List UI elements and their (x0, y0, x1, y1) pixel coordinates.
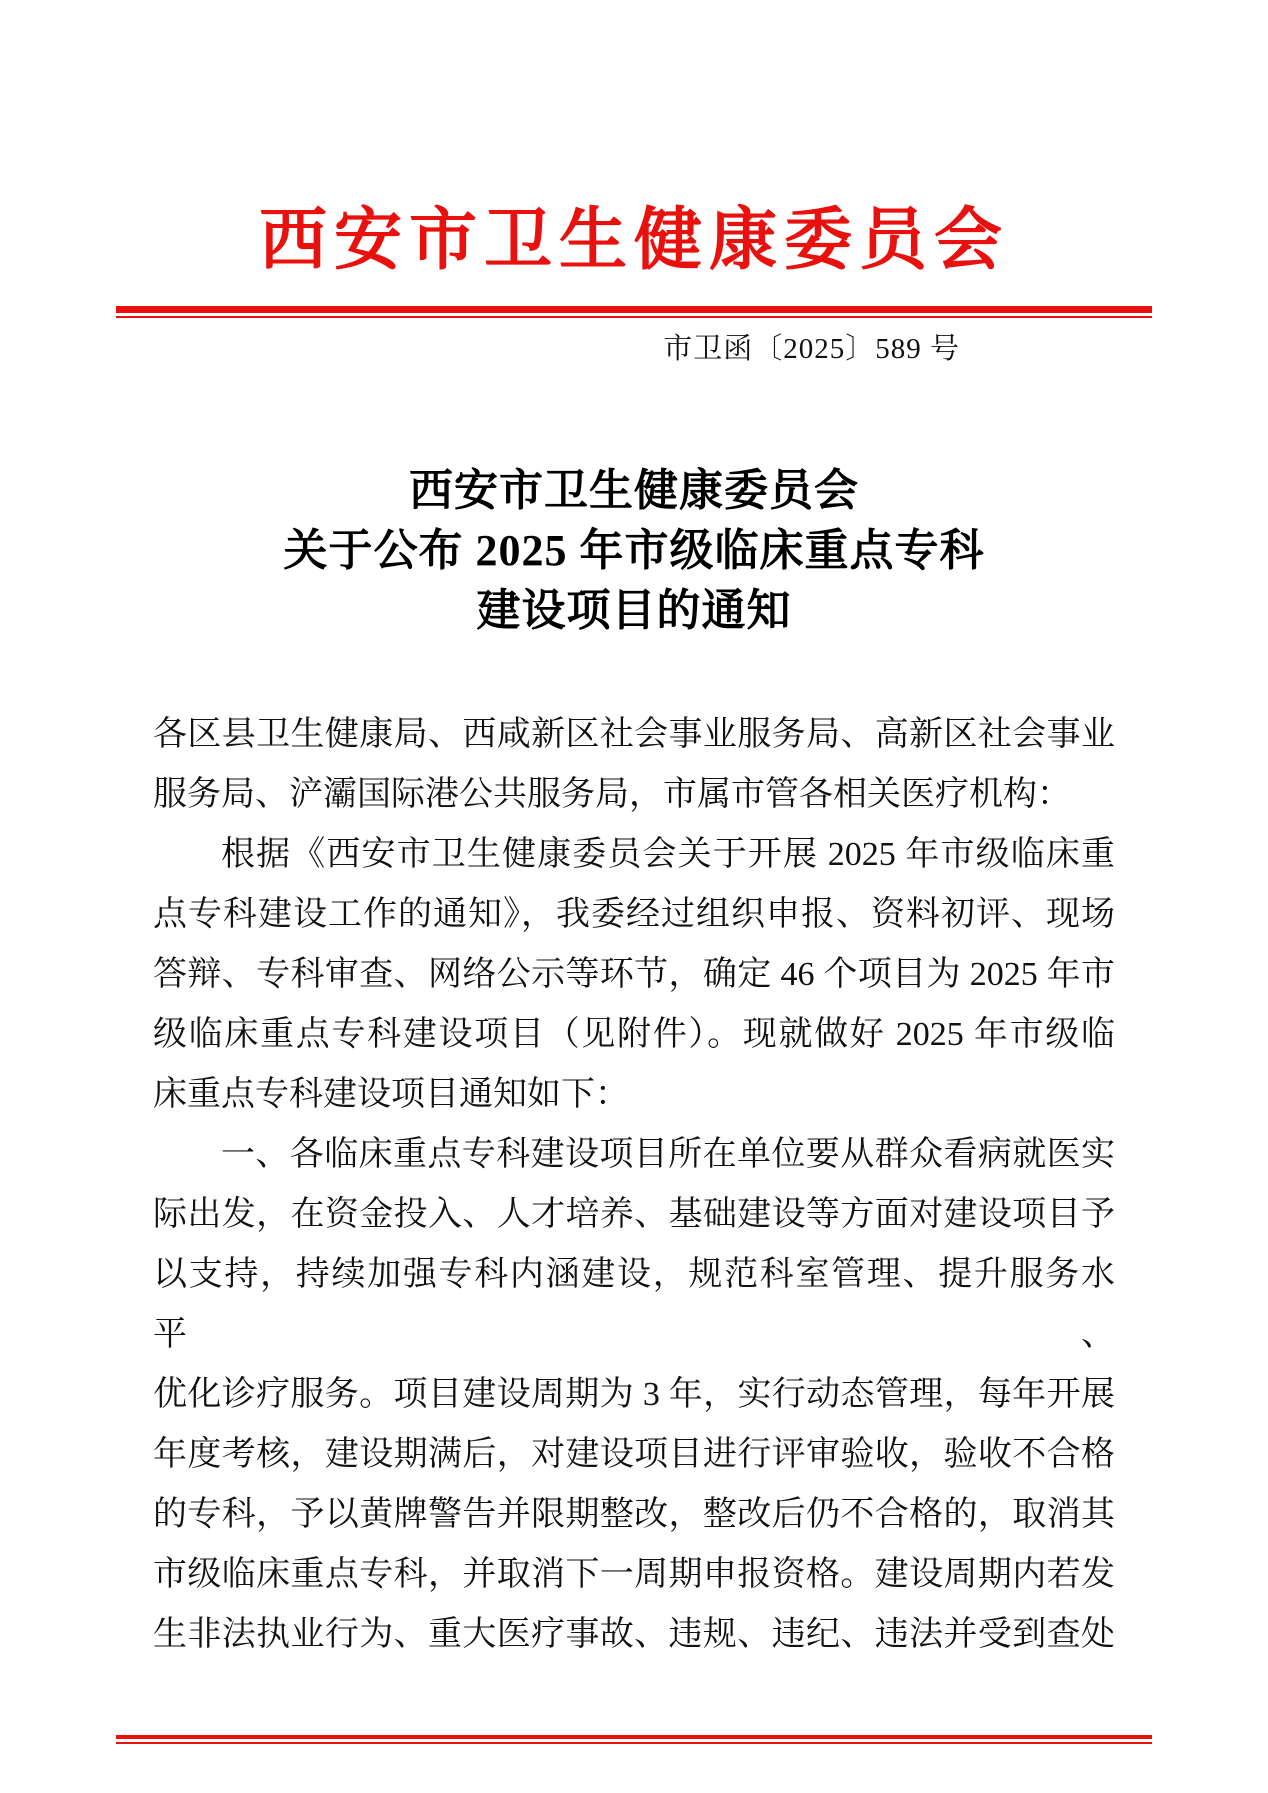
body-line: 点专科建设工作的通知》，我委经过组织申报、资料初评、现场 (153, 895, 1115, 933)
body-line: 级临床重点专科建设项目（见附件）。现就做好 2025 年市级临 (153, 1015, 1115, 1053)
body-line: 际出发，在资金投入、人才培养、基础建设等方面对建设项目予 (153, 1195, 1115, 1233)
body-line: 市级临床重点专科，并取消下一周期申报资格。建设周期内若发 (153, 1555, 1115, 1593)
document-number: 市卫函〔2025〕589 号 (663, 332, 960, 365)
body-line: 根据《西安市卫生健康委员会关于开展 2025 年市级临床重 (221, 835, 1115, 873)
header-divider (116, 306, 1152, 318)
body-line: 以支持，持续加强专科内涵建设，规范科室管理、提升服务水平、 (153, 1255, 1115, 1353)
body-line: 生非法执业行为、重大医疗事故、违规、违纪、违法并受到查处 (153, 1615, 1115, 1653)
header-divider-thin-line (116, 316, 1152, 318)
footer-divider-thin-line (116, 1742, 1152, 1744)
body-line: 服务局、浐灞国际港公共服务局，市属市管各相关医疗机构： (153, 775, 1071, 813)
notice-title-line-1: 西安市卫生健康委员会 (409, 465, 859, 515)
header-divider-thick-line (116, 306, 1152, 313)
body-line: 一、各临床重点专科建设项目所在单位要从群众看病就医实 (221, 1135, 1115, 1173)
body-line: 床重点专科建设项目通知如下： (153, 1075, 629, 1113)
body-line: 优化诊疗服务。项目建设周期为 3 年，实行动态管理，每年开展 (153, 1375, 1115, 1413)
body-line: 答辩、专科审查、网络公示等环节，确定 46 个项目为 2025 年市 (153, 955, 1115, 993)
notice-title (0, 461, 1268, 641)
agency-name: 西安市卫生健康委员会 (258, 202, 1009, 278)
body-line: 年度考核，建设期满后，对建设项目进行评审验收，验收不合格 (153, 1435, 1115, 1473)
footer-divider (116, 1735, 1152, 1744)
notice-title-line-2: 关于公布 2025 年市级临床重点专科 (283, 525, 985, 575)
body-text (153, 705, 1115, 1665)
notice-title-line-3: 建设项目的通知 (476, 585, 792, 635)
body-line: 各区县卫生健康局、西咸新区社会事业服务局、高新区社会事业 (153, 715, 1115, 753)
body-line: 的专科，予以黄牌警告并限期整改，整改后仍不合格的，取消其 (153, 1495, 1115, 1533)
